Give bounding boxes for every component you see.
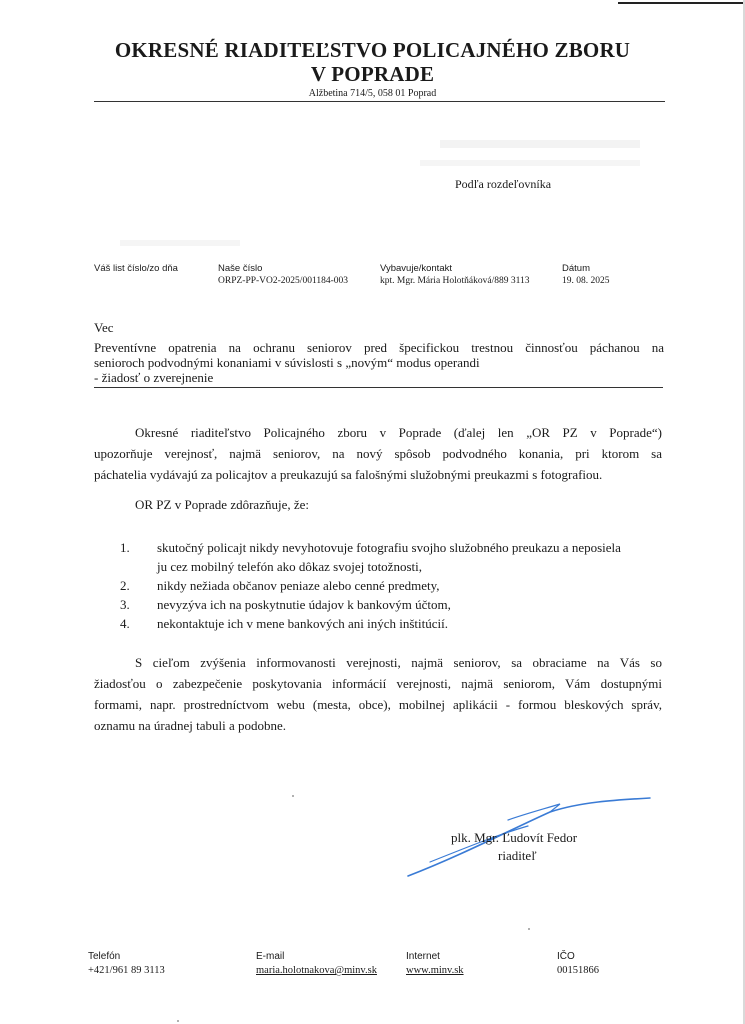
footer-email-link[interactable]: maria.holotnakova@minv.sk	[256, 965, 377, 976]
date-value: 19. 08. 2025	[562, 276, 610, 286]
bleed-through-mark	[440, 140, 640, 148]
our-ref-label: Naše číslo	[218, 263, 263, 274]
meta-your-ref	[94, 262, 178, 275]
list-item-number: 1.	[120, 540, 130, 555]
paragraph-line: S cieľom zvýšenia informovanosti verejnosti, najmä seniorov, sa obraciame na Vás so	[135, 655, 662, 670]
subject-line: senioroch podvodnými konaniami v súvislosti s „novým“ modus operandi	[94, 355, 480, 370]
footer-phone-value: +421/961 89 3113	[88, 965, 165, 976]
paragraph-line: oznamu na úradnej tabuli a podobne.	[94, 718, 287, 733]
meta-date	[562, 262, 610, 288]
subject-text	[94, 340, 664, 385]
footer-internet	[406, 950, 464, 978]
list-item-number: 3.	[120, 597, 130, 612]
scan-speck	[292, 795, 294, 797]
subject-line: - žiadosť o zverejnenie	[94, 370, 214, 385]
bleed-through-mark	[420, 160, 640, 166]
meta-our-ref	[218, 262, 348, 288]
subject-label: Vec	[94, 320, 114, 335]
footer-internet-label: Internet	[406, 951, 440, 962]
list-item	[120, 538, 621, 576]
scan-speck	[177, 1020, 179, 1022]
footer-email-label: E-mail	[256, 951, 285, 962]
footer-phone	[88, 950, 165, 978]
your-ref-label: Váš list číslo/zo dňa	[94, 263, 178, 274]
header-divider	[94, 101, 665, 102]
subject-divider	[94, 387, 663, 388]
signatory-title: riaditeľ	[498, 848, 537, 863]
footer-phone-label: Telefón	[88, 951, 121, 962]
recipient: Podľa rozdeľovníka	[455, 177, 552, 191]
org-name-line1: OKRESNÉ RIADITEĽSTVO POLICAJNÉHO ZBORU	[114, 38, 631, 62]
body-paragraph-1	[94, 422, 662, 485]
list-item-text: skutočný policajt nikdy nevyhotovuje fotografiu svojho služobného preukazu a neposiela	[157, 540, 621, 555]
paragraph-line: žiadosťou o zabezpečenie poskytovania informácií verejnosti, najmä seniorom, Vám dostupnými	[94, 676, 662, 691]
scan-edge-line	[618, 2, 745, 4]
list-item-text: nekontaktuje ich v mene bankových ani iných inštitúcií.	[157, 616, 448, 631]
signatory-name: plk. Mgr. Ľudovít Fedor	[451, 830, 578, 845]
org-address: Alžbetina 714/5, 058 01 Poprad	[308, 88, 437, 99]
footer-ico-value: 00151866	[557, 965, 599, 976]
list-item	[120, 614, 621, 633]
paragraph-line: páchatelia vydávajú za policajtov a preukazujú sa falošnými služobnými preukazmi s fotografiou.	[94, 467, 603, 482]
scan-speck	[528, 928, 530, 930]
footer-ico	[557, 950, 599, 978]
contact-label: Vybavuje/kontakt	[380, 263, 452, 274]
org-name-line2: V POPRADE	[310, 62, 435, 86]
paragraph-line: formami, napr. prostredníctvom webu (mesta, obce), mobilnej aplikácii - formou bleskových správ,	[94, 697, 662, 712]
footer-email	[256, 950, 377, 978]
paragraph-line: upozorňuje verejnosť, najmä seniorov, na nový spôsob podvodného konania, pri ktorom sa	[94, 446, 662, 461]
body-paragraph-3	[94, 652, 662, 736]
our-ref-value: ORPZ-PP-VO2-2025/001184-003	[218, 276, 349, 286]
warning-list	[120, 538, 621, 633]
list-item-text: nikdy nežiada občanov peniaze alebo cenné predmety,	[157, 578, 440, 593]
date-label: Dátum	[562, 263, 590, 274]
bleed-through-mark	[120, 240, 240, 246]
list-item-text: ju cez mobilný telefón ako dôkaz svojej totožnosti,	[157, 559, 422, 574]
list-item	[120, 595, 621, 614]
body-paragraph-2: OR PZ v Poprade zdôrazňuje, že:	[135, 497, 310, 512]
paragraph-line: Okresné riaditeľstvo Policajného zboru v Poprade (ďalej len „OR PZ v Poprade“)	[135, 425, 662, 440]
list-item-number: 4.	[120, 616, 130, 631]
meta-contact	[380, 262, 530, 288]
contact-value: kpt. Mgr. Mária Holotňáková/889 3113	[380, 276, 530, 286]
subject-line: Preventívne opatrenia na ochranu seniorov pred špecifickou trestnou činnosťou páchanou na	[94, 340, 664, 355]
list-item-number: 2.	[120, 578, 130, 593]
footer-ico-label: IČO	[557, 951, 575, 962]
list-item	[120, 576, 621, 595]
list-item-text: nevyzýva ich na poskytnutie údajov k bankovým účtom,	[157, 597, 451, 612]
footer-internet-link[interactable]: www.minv.sk	[406, 965, 464, 976]
